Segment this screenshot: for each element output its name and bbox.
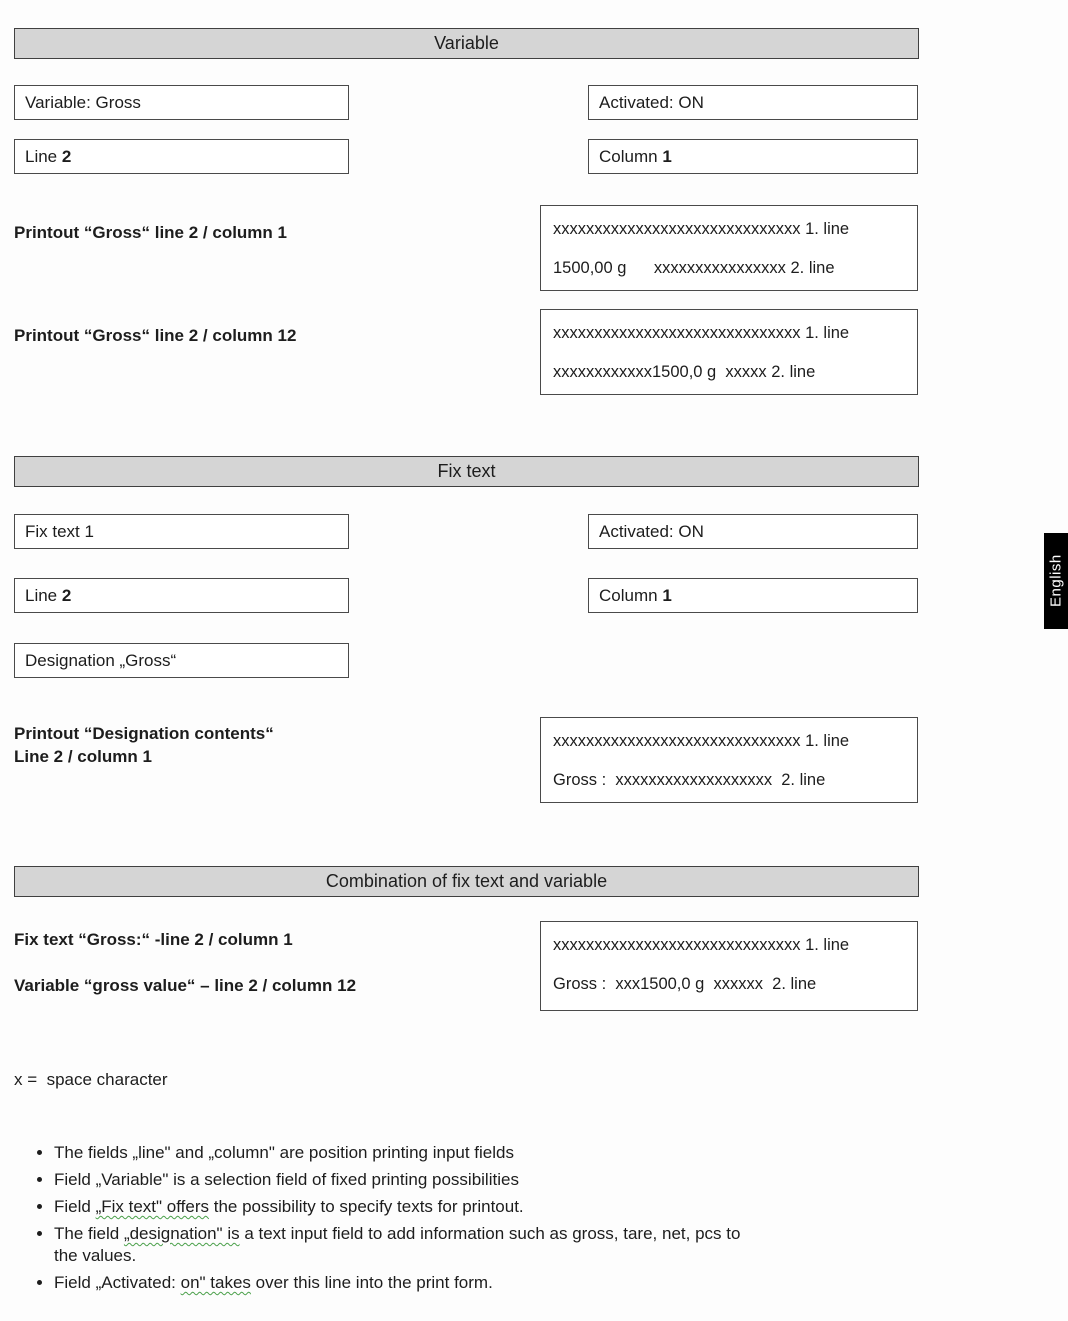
- section-header-combination: Combination of fix text and variable: [14, 866, 919, 897]
- field-fixtext: [14, 514, 349, 549]
- section-header-fixtext: Fix text: [14, 456, 919, 487]
- field-activated-label: Activated: ON: [599, 93, 704, 112]
- printout-line-2: 1500,00 g xxxxxxxxxxxxxxxx 2. line: [553, 259, 835, 277]
- field-column: [588, 139, 918, 174]
- note-text: over this line into the print form.: [250, 1273, 493, 1292]
- field-column-label: Column: [599, 586, 663, 605]
- printout-line-1: xxxxxxxxxxxxxxxxxxxxxxxxxxxxxx 1. line: [553, 732, 850, 750]
- field-activated-label: Activated: ON: [599, 522, 704, 541]
- field-activated: [588, 85, 918, 120]
- printout-line-2: Gross : xxxxxxxxxxxxxxxxxxx 2. line: [553, 771, 826, 789]
- printout-sample-gross-col1: [540, 205, 918, 291]
- section-header-variable: Variable: [14, 28, 919, 59]
- field-variable: [14, 85, 349, 120]
- note-text: Field „Activated:: [54, 1273, 181, 1292]
- field-variable-label: Variable: Gross: [25, 93, 141, 112]
- field-line-label: Line: [25, 147, 62, 166]
- printout-caption-designation: [14, 722, 529, 768]
- note-text: a text input field to add information such as gross, tare, net, pcs to the values.: [54, 1224, 741, 1265]
- field-line: [14, 139, 349, 174]
- printout-caption-line-1: Printout “Designation contents“: [14, 724, 274, 743]
- printout-sample-combination: [540, 921, 918, 1011]
- printout-caption-line-2: Line 2 / column 1: [14, 747, 152, 766]
- field-column-label: Column: [599, 147, 663, 166]
- note-text: The field: [54, 1224, 124, 1243]
- field-line-value: 2: [61, 586, 72, 605]
- printout-line-1: xxxxxxxxxxxxxxxxxxxxxxxxxxxxxx 1. line: [553, 936, 850, 954]
- legend-space-character: x = space character: [14, 1070, 168, 1089]
- note-text: The fields „line" and „column" are position printing input fields: [54, 1143, 514, 1162]
- field-column: [588, 578, 918, 613]
- note-text: the possibility to specify texts for printout.: [209, 1197, 524, 1216]
- field-line-value: 2: [61, 147, 72, 166]
- field-line: [14, 578, 349, 613]
- printout-caption-gross-col1: Printout “Gross“ line 2 / column 1: [14, 223, 287, 242]
- note-item: [54, 1196, 768, 1218]
- printout-line-1: xxxxxxxxxxxxxxxxxxxxxxxxxxxxxx 1. line: [553, 324, 850, 342]
- printout-line-2: Gross : xxx1500,0 g xxxxxx 2. line: [553, 975, 817, 993]
- note-text: Field „Variable" is a selection field of fixed printing possibilities: [54, 1170, 519, 1189]
- note-item: [54, 1272, 768, 1294]
- notes-list: [16, 1142, 768, 1299]
- language-tab: English: [1044, 533, 1068, 629]
- field-designation: [14, 643, 349, 678]
- field-activated: [588, 514, 918, 549]
- printout-caption-gross-col12: Printout “Gross“ line 2 / column 12: [14, 326, 297, 345]
- field-column-value: 1: [662, 147, 672, 166]
- note-text-wavy: „Fix text" offers: [95, 1197, 209, 1216]
- note-text-wavy: „designation" is: [123, 1224, 240, 1243]
- note-text: Field: [54, 1197, 96, 1216]
- field-fixtext-label: Fix text 1: [25, 522, 94, 541]
- note-item: [54, 1223, 768, 1267]
- note-item: [54, 1142, 768, 1164]
- note-text-wavy: on" takes: [180, 1273, 251, 1292]
- printout-sample-designation: [540, 717, 918, 803]
- combination-caption-variable: Variable “gross value“ – line 2 / column 12: [14, 976, 357, 995]
- note-item: [54, 1169, 768, 1191]
- printout-sample-gross-col12: [540, 309, 918, 395]
- field-designation-label: Designation „Gross“: [25, 651, 177, 670]
- printout-line-2: xxxxxxxxxxxx1500,0 g xxxxx 2. line: [553, 363, 816, 381]
- field-line-label: Line: [25, 586, 62, 605]
- printout-line-1: xxxxxxxxxxxxxxxxxxxxxxxxxxxxxx 1. line: [553, 220, 850, 238]
- combination-caption-fixtext: Fix text “Gross:“ -line 2 / column 1: [14, 930, 293, 949]
- field-column-value: 1: [662, 586, 672, 605]
